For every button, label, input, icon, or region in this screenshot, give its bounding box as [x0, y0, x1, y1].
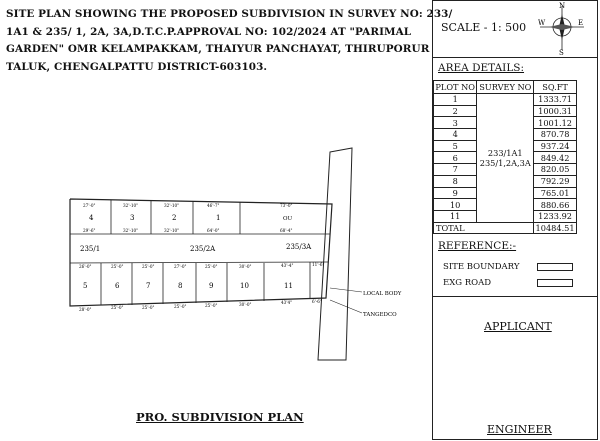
site-boundary-swatch	[537, 263, 573, 271]
plot-cell: 2	[434, 105, 477, 117]
plot-label: 11	[284, 282, 293, 290]
dim-label: 28'-0"	[79, 307, 92, 312]
dim-label: 27'-0"	[83, 203, 96, 208]
compass-e: E	[578, 19, 584, 27]
divider	[432, 296, 598, 297]
plot-label: 5	[83, 282, 88, 290]
sqft-cell: 1000.31	[534, 105, 577, 117]
dim-label: 68'-4"	[280, 228, 293, 233]
plot-cell: 5	[434, 140, 477, 152]
compass-s: S	[559, 49, 564, 56]
dim-label: 6'-6"	[312, 299, 322, 304]
scale-label: SCALE - 1: 500	[441, 21, 527, 34]
survey-no-cell	[477, 94, 534, 223]
survey-no-line: 235/1,2A,3A	[479, 157, 531, 168]
sqft-cell: 937.24	[534, 140, 577, 152]
sqft-cell: 765.01	[534, 187, 577, 199]
road-label: 235/2A	[190, 245, 216, 253]
local-body-label: LOCAL BODY	[363, 291, 402, 297]
sqft-cell: 870.78	[534, 129, 577, 141]
dim-label: 46'-7"	[207, 203, 220, 208]
header-plot-no: PLOT NO	[435, 82, 475, 92]
road-label: 235/1	[80, 245, 101, 253]
dim-label: 30'-0"	[239, 264, 252, 269]
plot-label: 4	[89, 214, 94, 222]
applicant-label: APPLICANT	[484, 320, 552, 333]
exg-road-swatch	[537, 279, 573, 287]
legend-label-exg-road: EXG ROAD	[443, 278, 492, 288]
total-row	[434, 222, 577, 234]
dim-label: 25'-0"	[142, 305, 155, 310]
dim-label: 30'-0"	[239, 302, 252, 307]
compass-icon	[538, 0, 586, 56]
plot-cell: 1	[434, 94, 477, 106]
dim-label: 73'-0"	[280, 203, 293, 208]
dim-label: 32'-10"	[164, 203, 180, 208]
plot-label: 10	[240, 282, 249, 290]
plot-label: 2	[172, 214, 177, 222]
sqft-cell: 880.66	[534, 199, 577, 211]
sqft-cell: 849.42	[534, 152, 577, 164]
engineer-label: ENGINEER	[487, 423, 552, 436]
plan-title: PRO. SUBDIVISION PLAN	[136, 410, 304, 424]
compass-w: W	[538, 19, 546, 27]
dim-label: 43'4"	[281, 300, 293, 305]
sqft-cell: 792.29	[534, 175, 577, 187]
title-line-1: SITE PLAN SHOWING THE PROPOSED SUBDIVISION IN SURVEY NO: 233/	[6, 8, 453, 20]
table-row	[434, 94, 577, 106]
total-label: TOTAL	[434, 222, 534, 234]
title-line-2: 1A1 & 235/ 1, 2A, 3A,D.T.C.P.APPROVAL NO: 102/2024 AT "PARIMAL	[6, 25, 412, 38]
dim-label: 25'-0"	[174, 304, 187, 309]
dim-label: 64'-0"	[207, 228, 220, 233]
header-sqft: SQ.FT	[534, 81, 577, 94]
plot-cell: 6	[434, 152, 477, 164]
compass-n: N	[559, 2, 566, 10]
existing-road	[318, 148, 352, 360]
dim-label: 25'-0"	[111, 305, 124, 310]
dim-label: 32'-10"	[123, 203, 139, 208]
plot-label: 3	[130, 214, 135, 222]
title-line-3: GARDEN" OMR KELAMPAKKAM, THAIYUR PANCHAYAT, THIRUPORUR	[6, 43, 430, 55]
area-table	[433, 80, 577, 234]
plot-label: 1	[216, 214, 221, 222]
plot-cell: 9	[434, 187, 477, 199]
tangedco-label: TANGEDCO	[363, 312, 397, 318]
sqft-cell: 820.05	[534, 164, 577, 176]
dim-label: 25'-0"	[205, 264, 218, 269]
plot-label: 6	[115, 282, 120, 290]
sqft-cell: 1001.12	[534, 117, 577, 129]
plot-cell: 8	[434, 175, 477, 187]
title-line-4: TALUK, CHENGALPATTU DISTRICT-603103.	[6, 60, 268, 73]
sqft-cell: 1333.71	[534, 94, 577, 106]
plot-cell: 10	[434, 199, 477, 211]
dim-label: 26'-0"	[79, 264, 92, 269]
area-details-title: AREA DETAILS:	[438, 62, 525, 74]
dim-label: 25'-0"	[142, 264, 155, 269]
plot-cell: 3	[434, 117, 477, 129]
dim-label: 29'-6"	[83, 228, 96, 233]
plot-cell: 11	[434, 210, 477, 222]
ou-label: OU	[283, 216, 293, 222]
dim-label: 27'-0"	[174, 264, 187, 269]
sqft-cell: 1233.92	[534, 210, 577, 222]
header-survey-no: SURVEY NO	[477, 81, 534, 94]
reference-title: REFERENCE:-	[438, 240, 517, 252]
dim-label: 32'-10"	[164, 228, 180, 233]
dim-label: 43'-4"	[281, 263, 294, 268]
plot-cell: 7	[434, 164, 477, 176]
total-value: 10484.51	[535, 222, 575, 233]
plot-cell: 4	[434, 129, 477, 141]
plot-label: 7	[146, 282, 151, 290]
dim-label: 32'-10"	[123, 228, 139, 233]
area-table-header	[434, 81, 577, 94]
legend-label-site-boundary: SITE BOUNDARY	[443, 262, 520, 272]
plot-label: 9	[209, 282, 214, 290]
road-label: 235/3A	[286, 243, 312, 251]
dim-label: 11'-6"	[312, 262, 325, 267]
survey-no-line: 233/1A1	[487, 147, 523, 158]
dim-label: 25'-0"	[111, 264, 124, 269]
dim-label: 25'-0"	[205, 303, 218, 308]
plot-label: 8	[178, 282, 183, 290]
